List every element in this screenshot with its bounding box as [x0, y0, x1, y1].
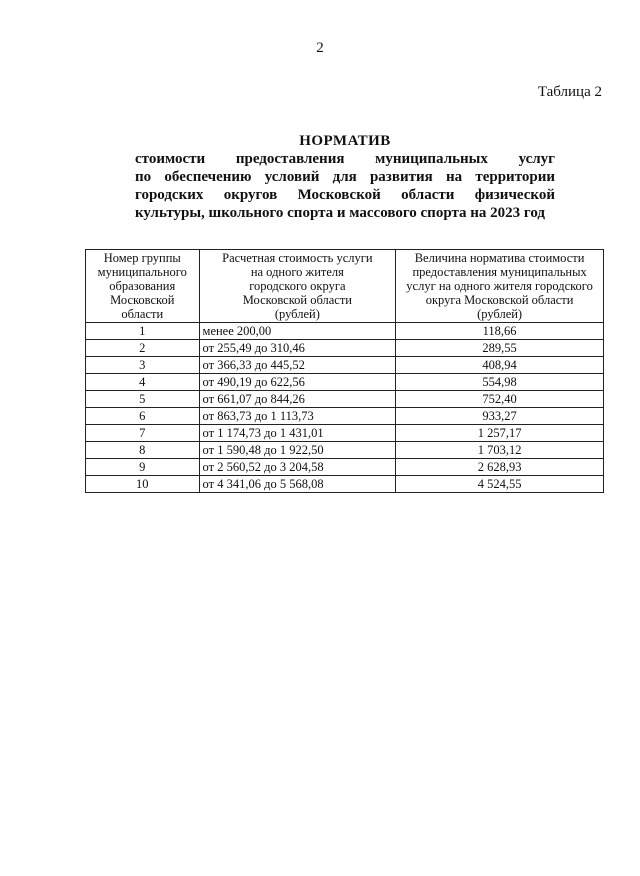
norm-value-cell: 554,98	[396, 374, 604, 391]
norm-table	[85, 249, 604, 493]
cost-range-cell: от 2 560,52 до 3 204,58	[199, 459, 396, 476]
group-number-cell: 1	[86, 323, 200, 340]
norm-value-cell: 752,40	[396, 391, 604, 408]
norm-value-cell: 4 524,55	[396, 476, 604, 493]
title-main: НОРМАТИВ	[299, 133, 391, 149]
group-number-cell: 9	[86, 459, 200, 476]
cost-range-cell: от 863,73 до 1 113,73	[199, 408, 396, 425]
table-body	[86, 323, 604, 493]
cost-range-cell: от 366,33 до 445,52	[199, 357, 396, 374]
cost-range-cell: от 1 590,48 до 1 922,50	[199, 442, 396, 459]
table-label: Таблица 2	[537, 84, 602, 100]
table-row	[86, 323, 604, 340]
cost-range-cell: от 490,19 до 622,56	[199, 374, 396, 391]
norm-value-cell: 118,66	[396, 323, 604, 340]
title-line-3: городских округов Московской области физической	[135, 187, 555, 203]
group-number-cell: 10	[86, 476, 200, 493]
title-line-1: стоимости предоставления муниципальных услуг	[135, 151, 555, 167]
cost-range-cell: от 1 174,73 до 1 431,01	[199, 425, 396, 442]
table-row	[86, 476, 604, 493]
group-number-cell: 5	[86, 391, 200, 408]
header-group: Номер группы муниципального образования Московской области	[86, 250, 200, 323]
norm-value-cell: 1 257,17	[396, 425, 604, 442]
norm-value-cell: 408,94	[396, 357, 604, 374]
title-line-2: по обеспечению условий для развития на территории	[135, 169, 555, 185]
page-number: 2	[316, 40, 324, 56]
group-number-cell: 4	[86, 374, 200, 391]
table-row	[86, 442, 604, 459]
cost-range-cell: от 255,49 до 310,46	[199, 340, 396, 357]
table-row	[86, 357, 604, 374]
document-title	[135, 132, 555, 222]
norm-value-cell: 289,55	[396, 340, 604, 357]
norm-value-cell: 933,27	[396, 408, 604, 425]
header-norm: Величина норматива стоимости предоставления муниципальных услуг на одного жителя городского округа Московской области (рублей)	[396, 250, 604, 323]
table-row	[86, 391, 604, 408]
table-row	[86, 459, 604, 476]
header-cost: Расчетная стоимость услуги на одного жителя городского округа Московской области (рублей)	[199, 250, 396, 323]
table-header-row	[86, 250, 604, 323]
group-number-cell: 8	[86, 442, 200, 459]
cost-range-cell: от 661,07 до 844,26	[199, 391, 396, 408]
group-number-cell: 3	[86, 357, 200, 374]
table-row	[86, 374, 604, 391]
group-number-cell: 7	[86, 425, 200, 442]
cost-range-cell: от 4 341,06 до 5 568,08	[199, 476, 396, 493]
table-row	[86, 340, 604, 357]
group-number-cell: 6	[86, 408, 200, 425]
table-row	[86, 425, 604, 442]
group-number-cell: 2	[86, 340, 200, 357]
norm-value-cell: 1 703,12	[396, 442, 604, 459]
table-row	[86, 408, 604, 425]
norm-value-cell: 2 628,93	[396, 459, 604, 476]
title-line-4: культуры, школьного спорта и массового спорта на 2023 год	[135, 205, 546, 221]
cost-range-cell: менее 200,00	[199, 323, 396, 340]
